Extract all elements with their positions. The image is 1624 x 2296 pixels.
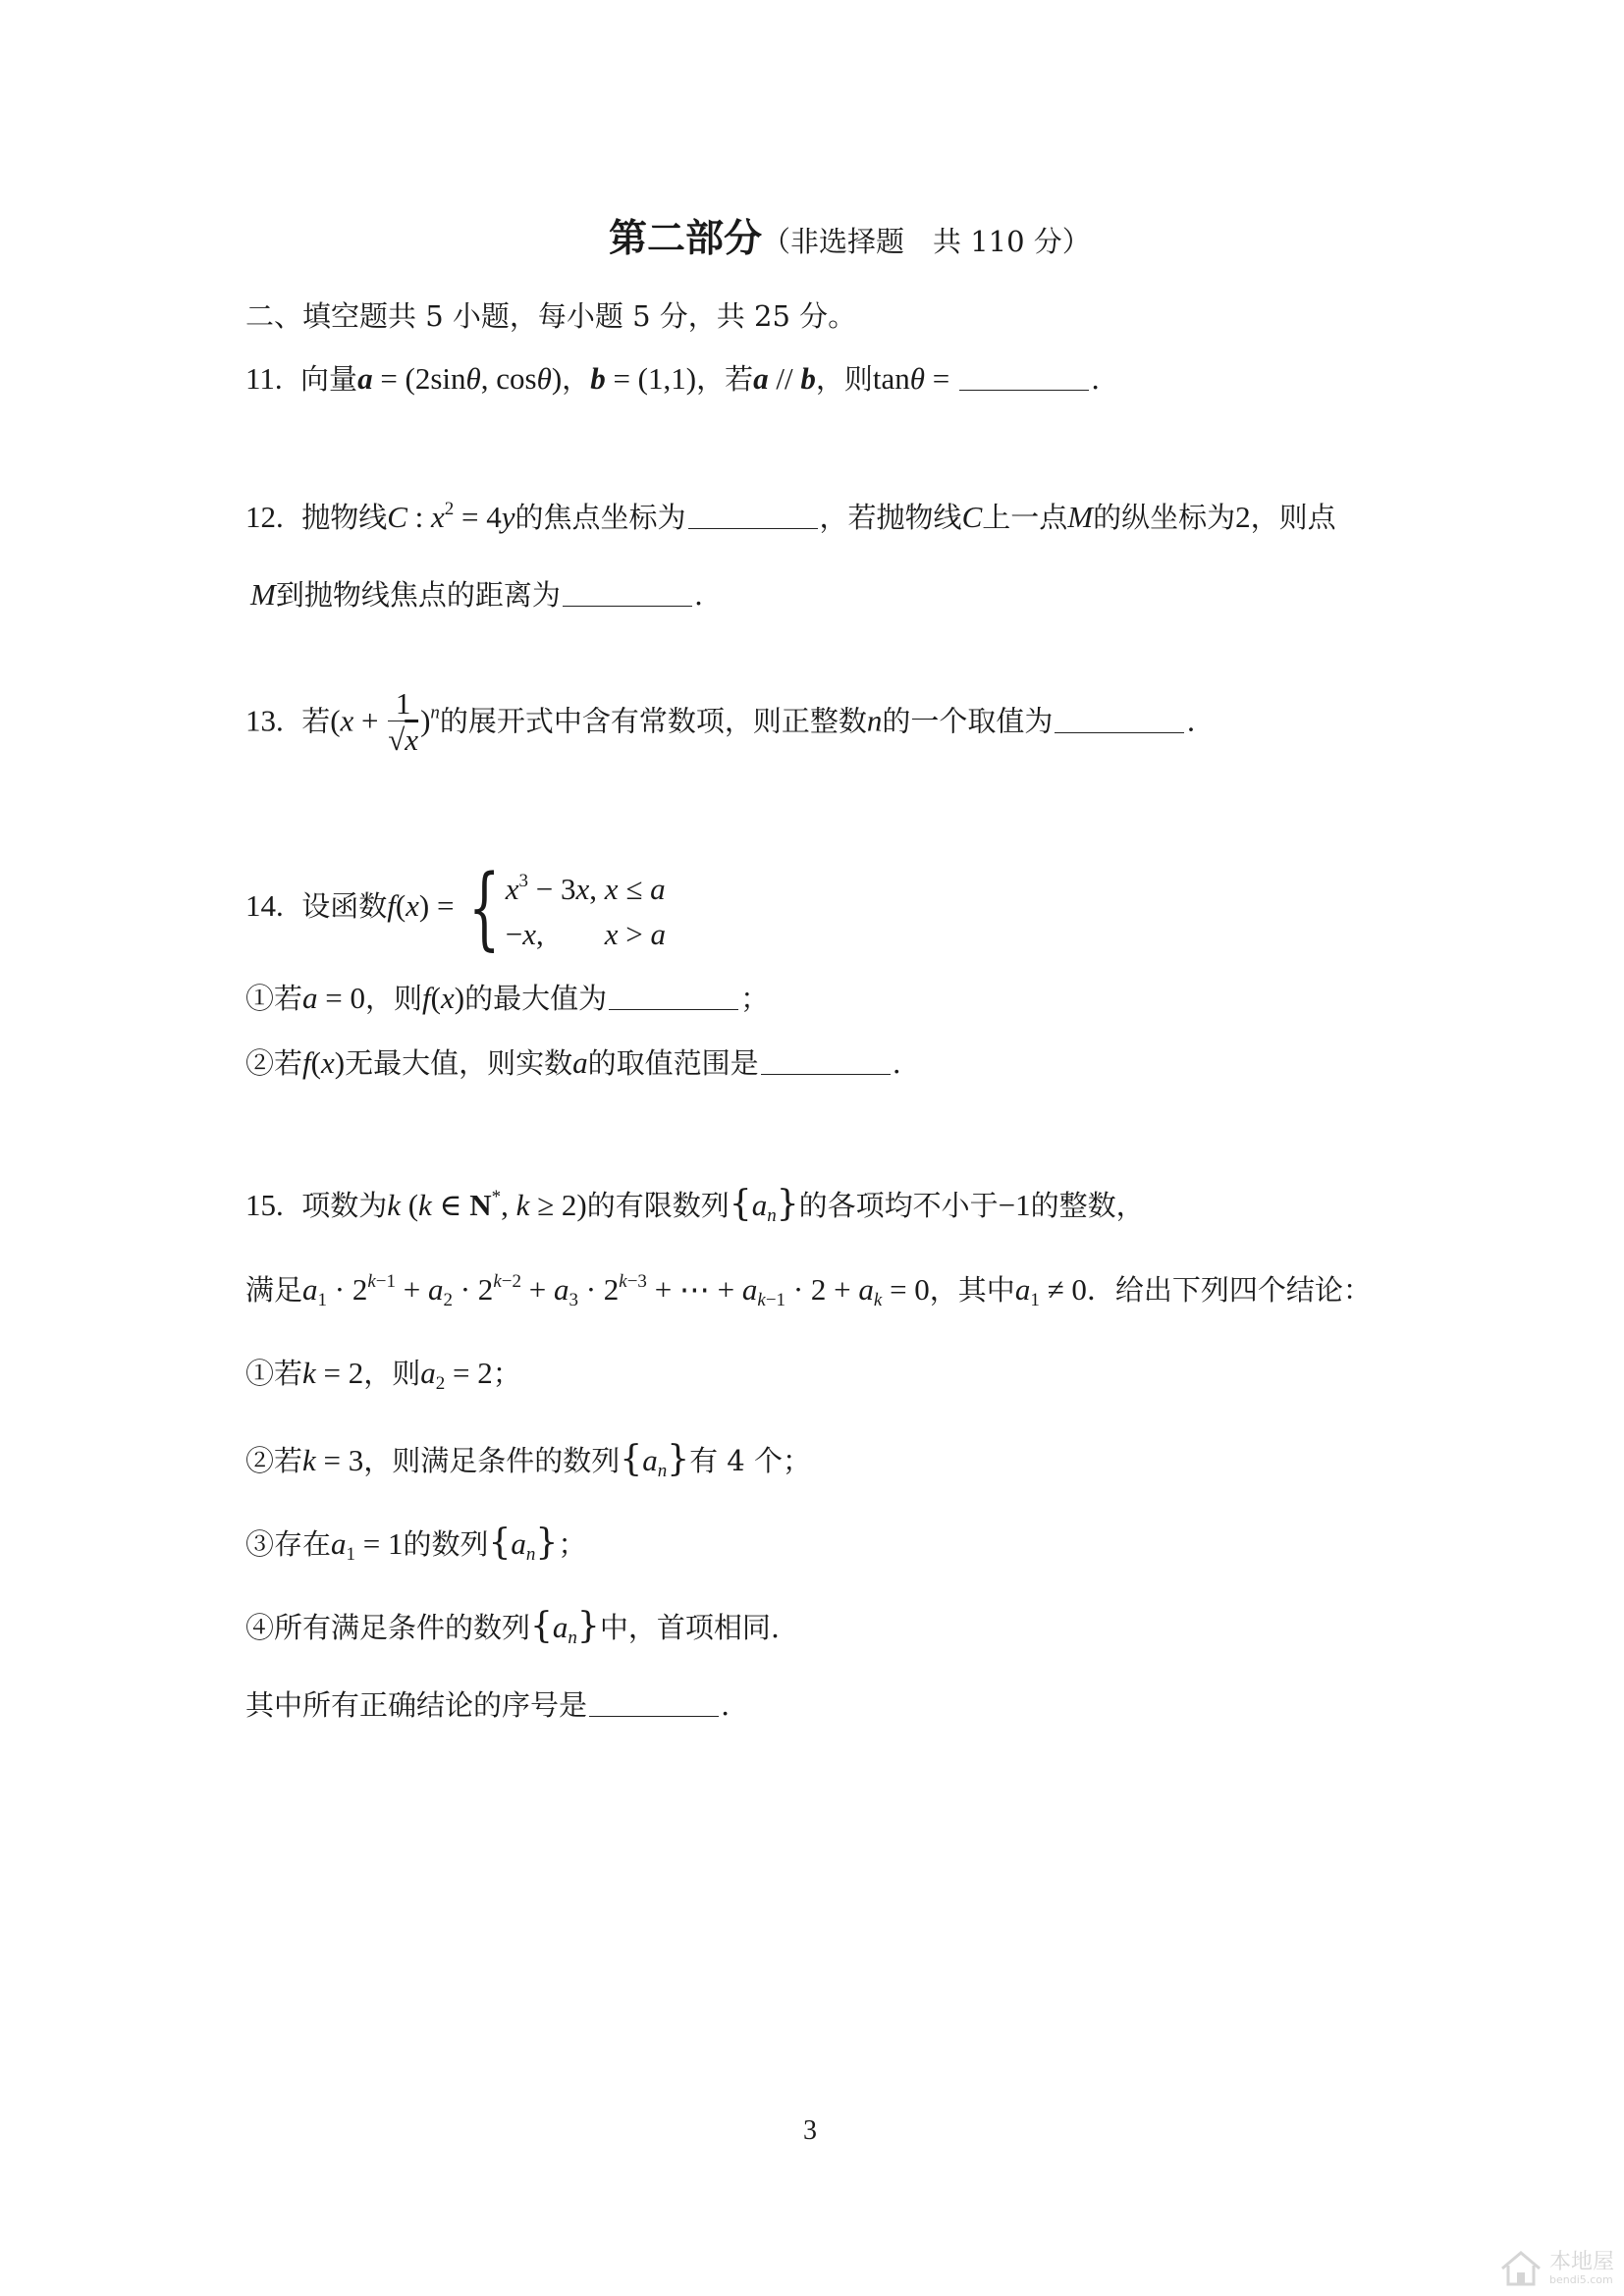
question-15-conclusion-1: ①若k = 2，则$a_2 = 2$； bbox=[245, 1356, 521, 1394]
question-12: 12. 抛物线C : $x^2 = 4y$的焦点坐标为 ，若抛物线C上一点M的纵坐标为2，则点 bbox=[245, 499, 1336, 534]
house-icon bbox=[1498, 2249, 1543, 2288]
question-14-part-1: ①若a = 0，则f(x)的最大值为 ； bbox=[245, 981, 770, 1015]
part-title-main: 第二部分 bbox=[609, 216, 763, 261]
question-15-final: 其中所有正确结论的序号是 . bbox=[245, 1688, 731, 1722]
question-12-line-2: M到抛物线焦点的距离为 . bbox=[250, 577, 704, 612]
q15-number: 15. bbox=[245, 1188, 284, 1222]
question-15-condition: 满足$a_1 \cdot 2^{k-1} + a_2 \cdot 2^{k-2} + a_3 \cdot 2^{k-3}$ + ⋯ + $a_{k-1} \cdot 2 + a_k = 0$，其中$a_1 \ne 0$．给出下列四个结论： bbox=[245, 1271, 1372, 1310]
question-13: 13. 若(x + $\frac{1}{√x}$ )$^n$的展开式中含有常数项，则正整数n的一个取值为 . bbox=[245, 686, 1196, 757]
watermark-text: 本地屋 bbox=[1548, 2249, 1614, 2274]
answer-blank[interactable] bbox=[563, 582, 692, 607]
fraction-one-over-sqrt-x: $\frac{1}{√x}$ bbox=[388, 686, 419, 757]
part-title-subtitle: （非选择题 共 110 分） bbox=[762, 225, 1091, 258]
question-14-part-2: ②若f(x)无最大值，则实数a的取值范围是 . bbox=[245, 1045, 901, 1080]
watermark-sub: bendi5.com bbox=[1548, 2272, 1613, 2286]
section-heading: 二、填空题共 5 小题，每小题 5 分，共 25 分。 bbox=[245, 299, 857, 333]
answer-blank[interactable] bbox=[959, 366, 1089, 391]
question-15-conclusion-3: ③存在$a_1 = 1$的数列$\{a_n\}$； bbox=[245, 1522, 587, 1565]
question-11: 11. 向量a = (2sinθ, cosθ)，b = (1,1)，若a // b，则tanθ = . bbox=[245, 361, 1101, 396]
question-15-conclusion-2: ②若k = 3，则满足条件的数列$\{a_n\}$有 4 个； bbox=[245, 1439, 811, 1481]
question-15-conclusion-4: ④所有满足条件的数列$\{a_n\}$中，首项相同. bbox=[245, 1606, 781, 1648]
piecewise-cases: $x^3 - 3x$, x ≤ a −x, x > a bbox=[505, 871, 667, 951]
question-15: 15. 项数为k (k ∈ N*, k ≥ 2)的有限数列$\{a_n\}$的各项均不小于−1的整数， bbox=[245, 1184, 1145, 1226]
part-title bbox=[609, 216, 1091, 262]
piecewise-brace: { bbox=[468, 855, 501, 960]
watermark bbox=[1498, 2249, 1614, 2288]
answer-blank[interactable] bbox=[761, 1050, 891, 1075]
q13-number: 13. bbox=[245, 703, 284, 738]
q14-number: 14. bbox=[245, 888, 284, 923]
page-number: 3 bbox=[803, 2115, 817, 2146]
question-14: 14. 设函数f(x) = { $x^3 - 3x$, x ≤ a −x, x > a bbox=[245, 855, 667, 960]
answer-blank[interactable] bbox=[589, 1692, 719, 1717]
answer-blank[interactable] bbox=[609, 986, 738, 1010]
q12-number: 12. bbox=[245, 500, 284, 534]
answer-blank[interactable] bbox=[688, 505, 818, 529]
answer-blank[interactable] bbox=[1055, 709, 1184, 733]
q11-number: 11. bbox=[245, 361, 283, 396]
